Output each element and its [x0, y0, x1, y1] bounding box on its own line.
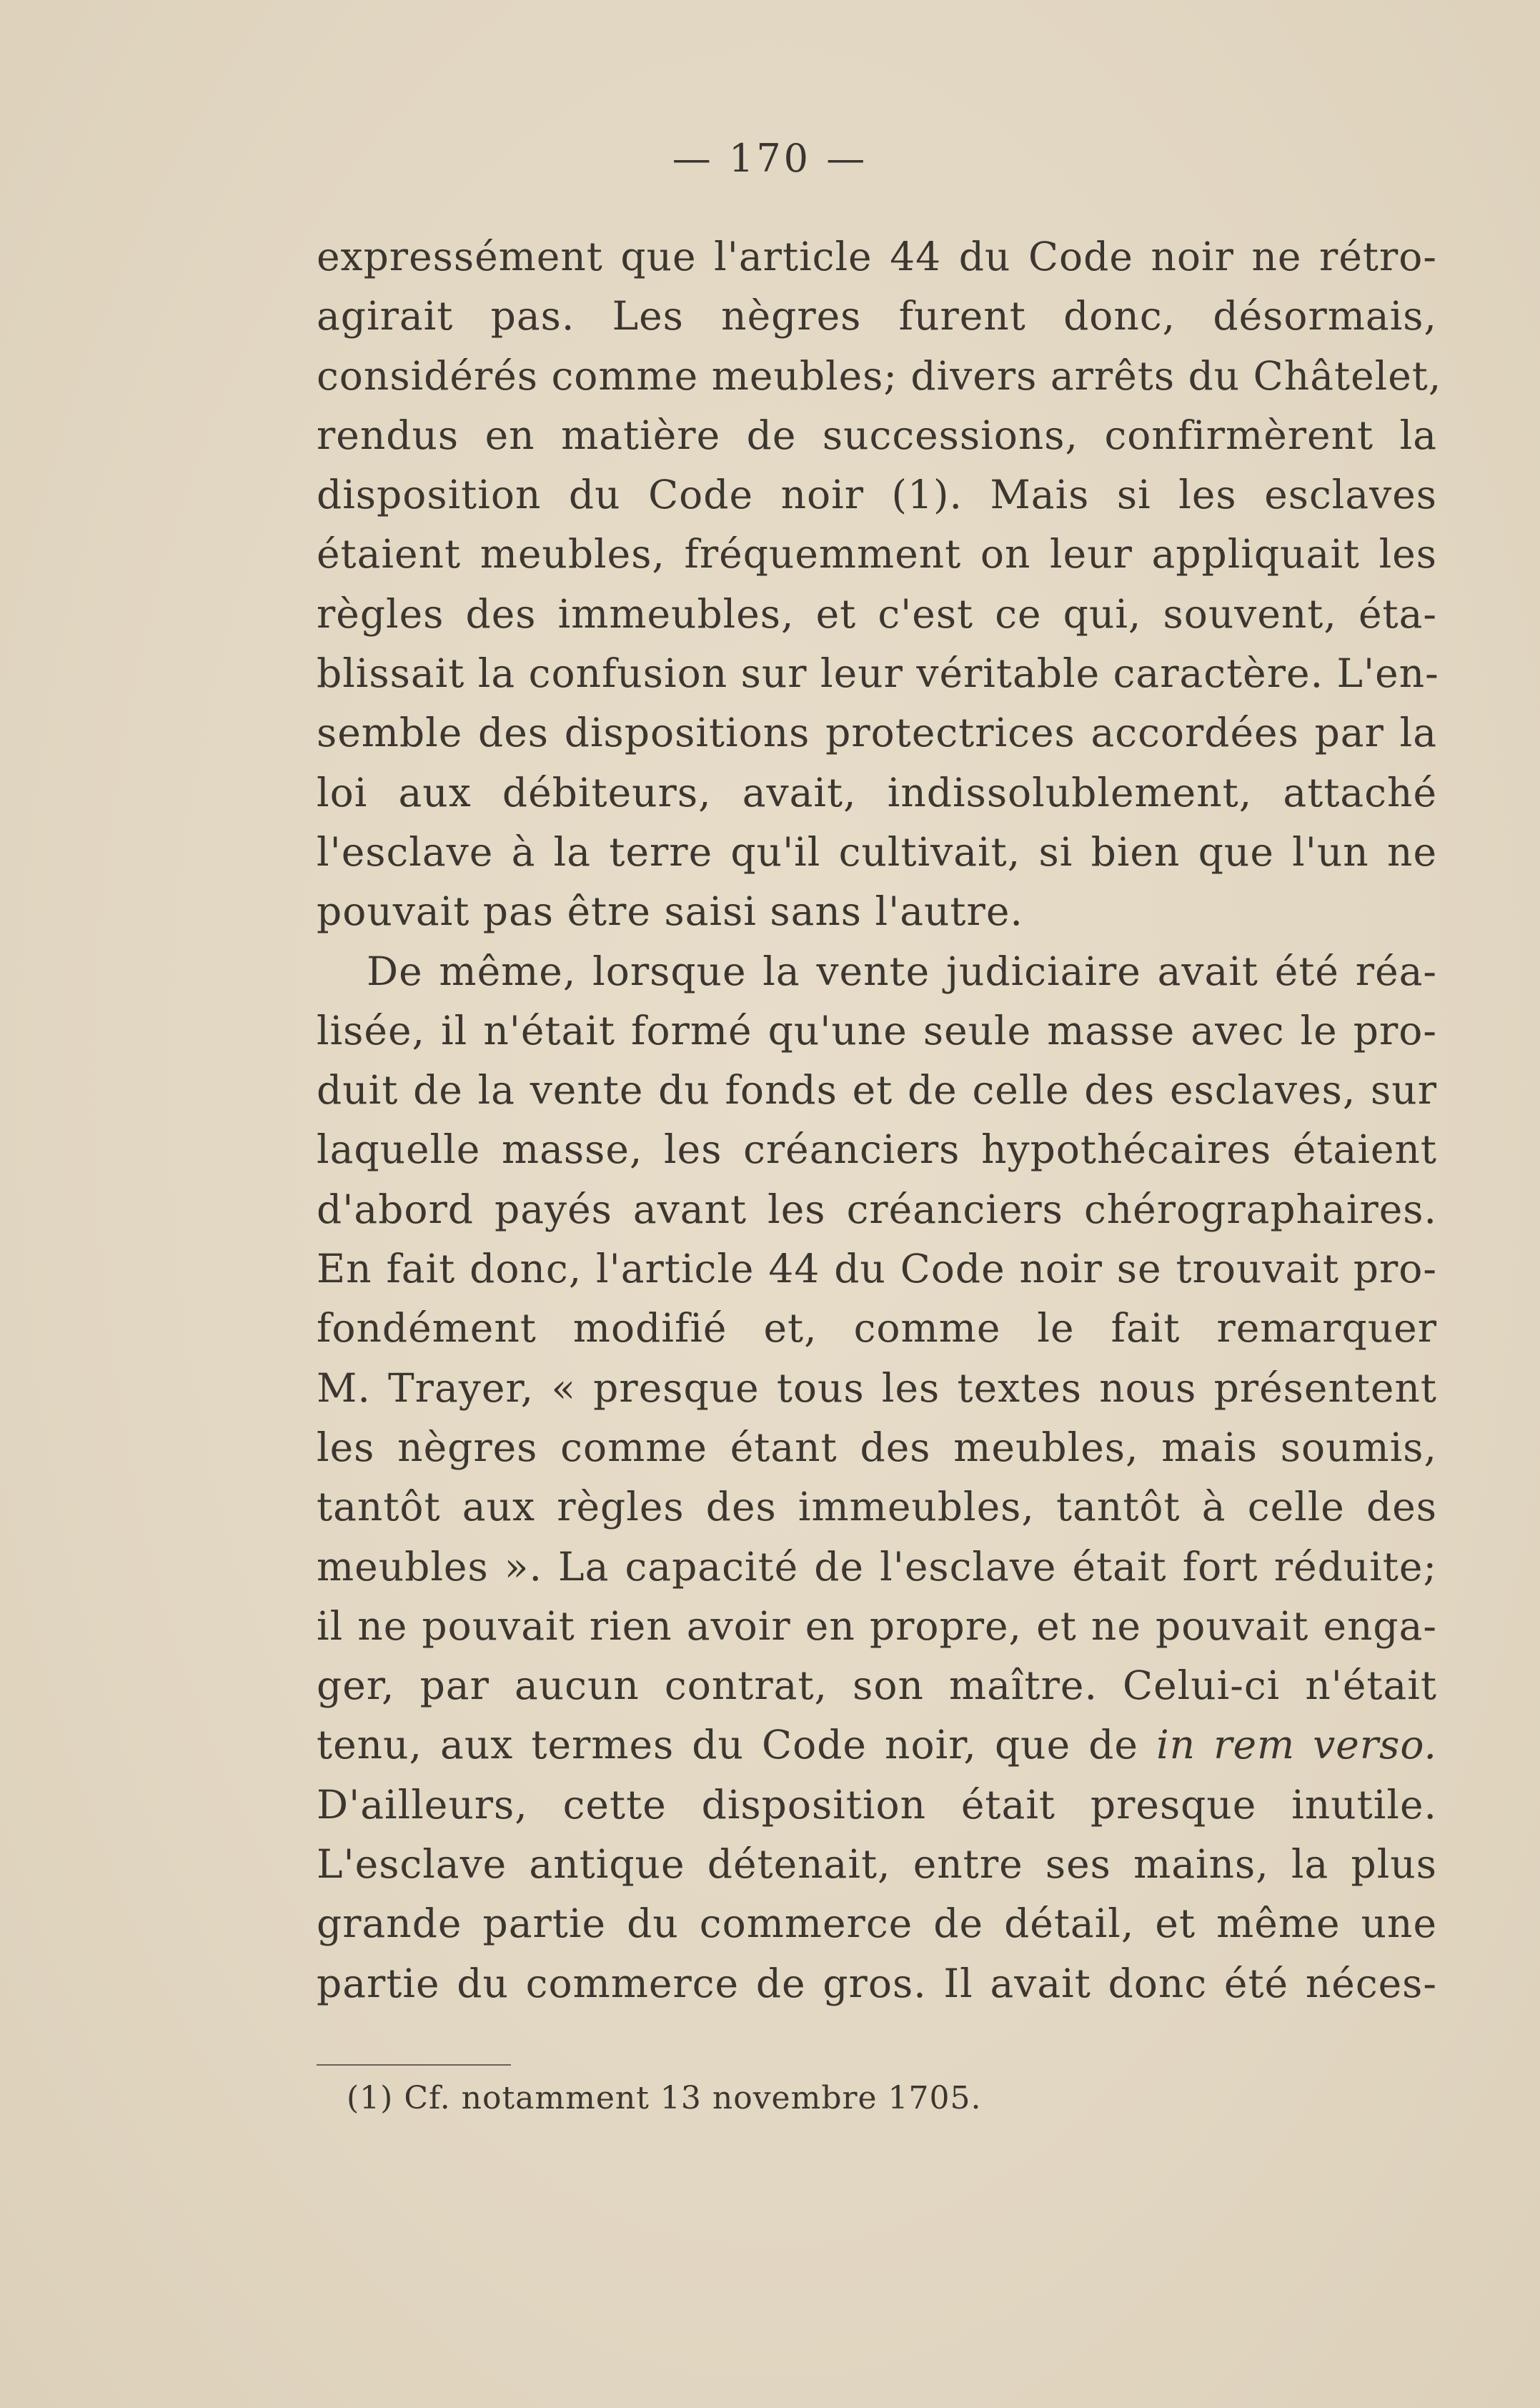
- text-line: agirait pas. Les nègres furent donc, désormais,: [317, 293, 1437, 340]
- text-line: En fait donc, l'article 44 du Code noir se trouvait pro-: [317, 1246, 1437, 1292]
- text-line: d'abord payés avant les créanciers chérographaires.: [317, 1186, 1437, 1232]
- text-line: loi aux débiteurs, avait, indissolublement, attaché: [317, 769, 1437, 816]
- text-line: fondément modifié et, comme le fait remarquer: [317, 1305, 1437, 1352]
- text-line: l'esclave à la terre qu'il cultivait, si bien que l'un ne: [317, 828, 1437, 875]
- text-line: partie du commerce de gros. Il avait donc été néces-: [317, 1960, 1437, 2006]
- text-line: lisée, il n'était formé qu'une seule masse avec le pro-: [317, 1007, 1437, 1054]
- text-line: M. Trayer, « presque tous les textes nous présentent: [317, 1364, 1437, 1411]
- text-line: meubles ». La capacité de l'esclave était fort réduite;: [317, 1543, 1437, 1590]
- text-segment: tenu, aux termes du Code noir, que de: [317, 1722, 1138, 1768]
- italic-phrase: in rem verso.: [1156, 1722, 1437, 1768]
- text-line: duit de la vente du fonds et de celle des esclaves, sur: [317, 1067, 1437, 1114]
- text-line: blissait la confusion sur leur véritable caractère. L'en-: [317, 650, 1439, 697]
- text-line: expressément que l'article 44 du Code noir ne rétro-: [317, 234, 1437, 279]
- text-line: L'esclave antique détenait, entre ses mains, la plus: [317, 1841, 1437, 1888]
- text-line: pouvait pas être saisi sans l'autre.: [317, 888, 1023, 935]
- body-text: [317, 227, 1442, 2013]
- text-line: D'ailleurs, cette disposition était presque inutile.: [317, 1781, 1437, 1828]
- text-line: ger, par aucun contrat, son maître. Celui-ci n'était: [317, 1663, 1437, 1709]
- text-line: règles des immeubles, et c'est ce qui, souvent, éta-: [317, 590, 1437, 637]
- text-line: semble des dispositions protectrices accordées par la: [317, 710, 1437, 756]
- text-line: rendus en matière de successions, confirmèrent la: [317, 412, 1437, 458]
- text-line: laquelle masse, les créanciers hypothécaires étaient: [317, 1126, 1437, 1173]
- text-line: disposition du Code noir (1). Mais si les esclaves: [317, 472, 1437, 518]
- text-line: les nègres comme étant des meubles, mais soumis,: [317, 1424, 1437, 1470]
- footnote-rule: [317, 2064, 511, 2066]
- text-line: grande partie du commerce de détail, et même une: [317, 1901, 1437, 1947]
- text-line: étaient meubles, fréquemment on leur appliquait les: [317, 531, 1437, 578]
- text-line: considérés comme meubles; divers arrêts du Châtelet,: [317, 352, 1442, 399]
- page-number: — 170 —: [672, 136, 868, 181]
- text-line: il ne pouvait rien avoir en propre, et ne pouvait enga-: [317, 1602, 1437, 1649]
- text-line-with-italic: [317, 1715, 1437, 1775]
- text-line: De même, lorsque la vente judiciaire avait été réa-: [367, 948, 1437, 994]
- text-line: tantôt aux règles des immeubles, tantôt à celle des: [317, 1484, 1437, 1530]
- footnote: (1) Cf. notamment 13 novembre 1705.: [347, 2080, 982, 2116]
